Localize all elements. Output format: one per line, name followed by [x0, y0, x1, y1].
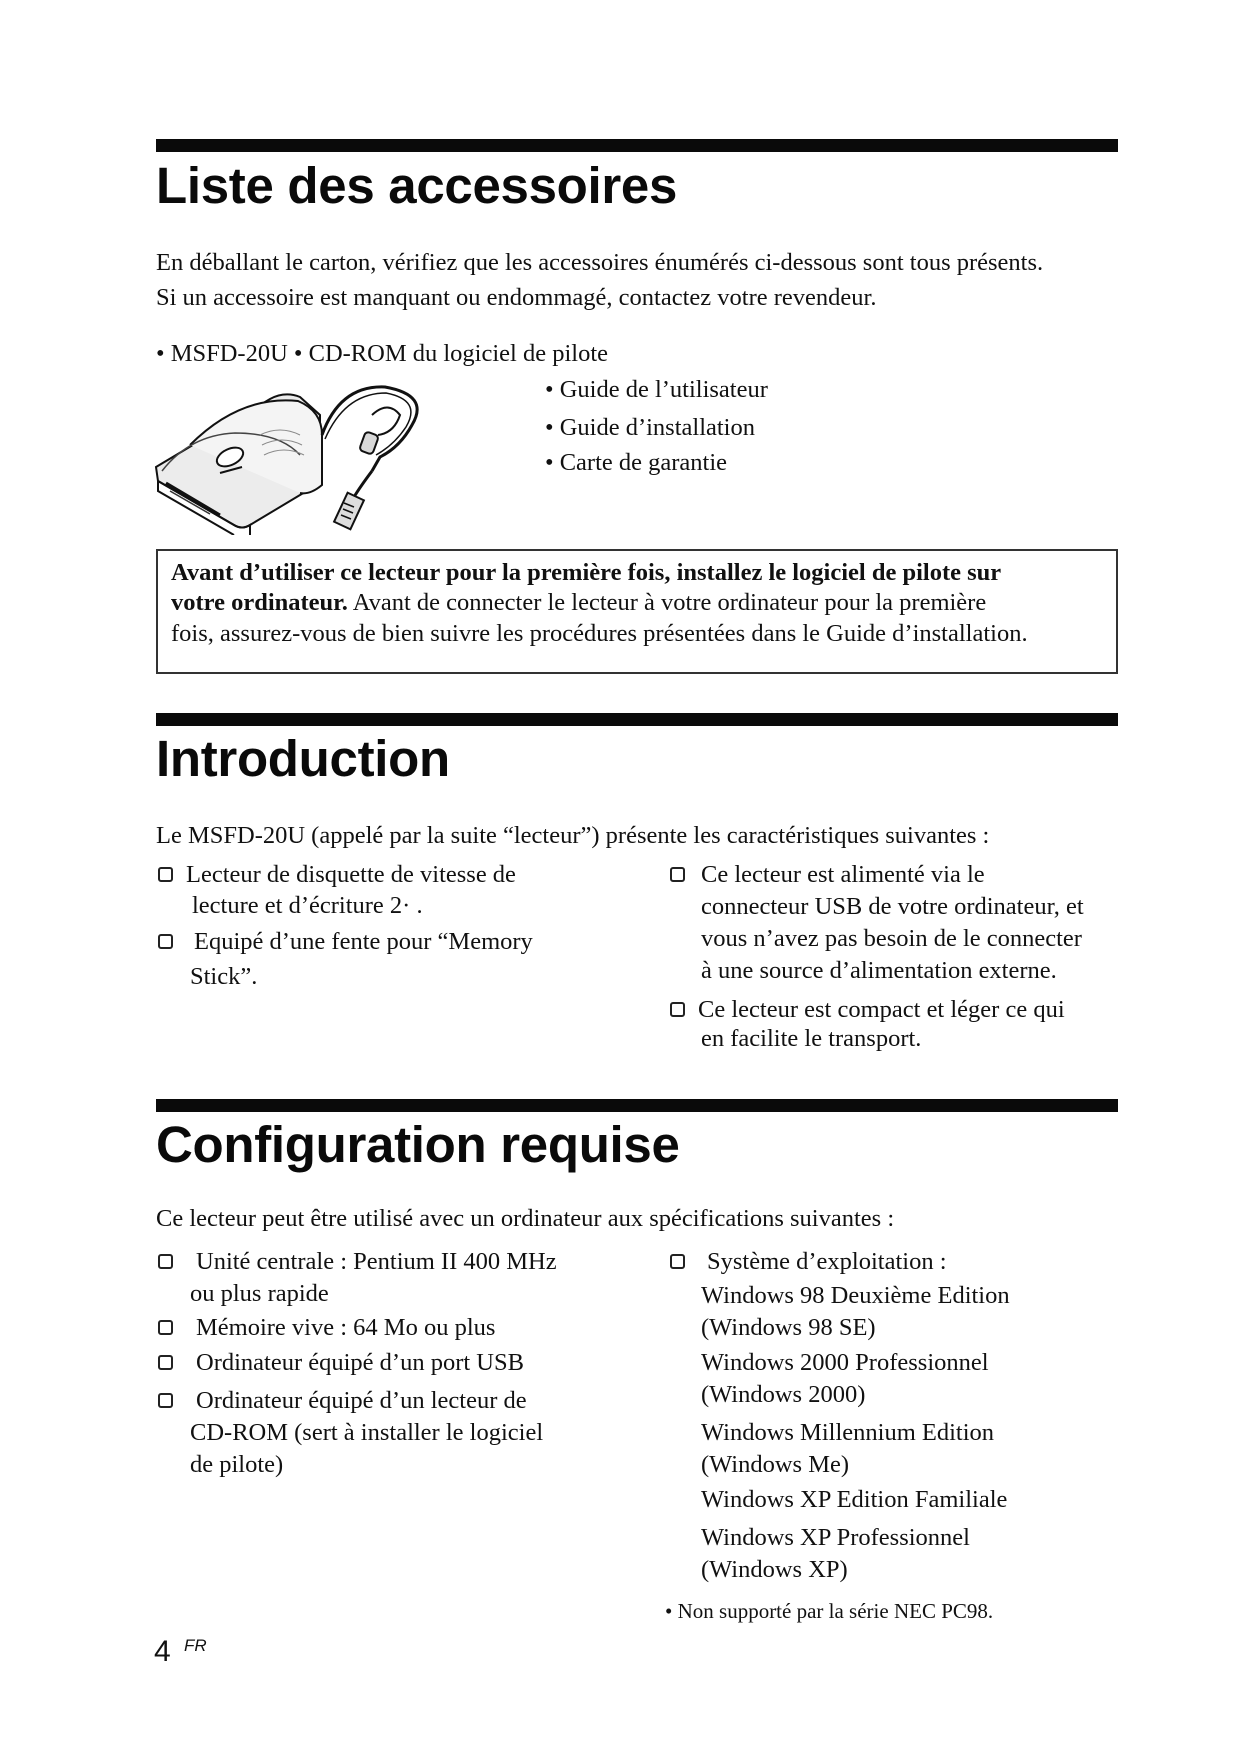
section-rule-accessories	[156, 139, 1118, 152]
page-number: 4	[154, 1635, 171, 1668]
checkbox-icon	[670, 1002, 685, 1017]
config-footnote: • Non supporté par la série NEC PC98.	[665, 1599, 994, 1623]
config-left-item1-line1: Unité centrale : Pentium II 400 MHz	[196, 1248, 557, 1275]
introduction-lead: Le MSFD-20U (appelé par la suite “lecteur”) présente les caractéristiques suivantes :	[156, 822, 990, 849]
accessory-guide-user: • Guide de l’utilisateur	[545, 376, 768, 403]
config-os-xp-pro-line1: Windows XP Professionnel	[701, 1524, 970, 1551]
config-os-me-line2: (Windows Me)	[701, 1451, 850, 1478]
intro-right-item1-line4: à une source d’alimentation externe.	[701, 957, 1057, 984]
config-os-xp-home: Windows XP Edition Familiale	[701, 1486, 1008, 1513]
config-os-2000-line1: Windows 2000 Professionnel	[701, 1349, 989, 1376]
config-left-item4-line3: de pilote)	[190, 1451, 284, 1478]
intro-right-item2-line2: en facilite le transport.	[701, 1025, 922, 1052]
accessories-intro-line1: En déballant le carton, vérifiez que les accessoires énumérés ci-dessous sont tous présents.	[156, 249, 1044, 276]
checkbox-icon	[158, 934, 173, 949]
notice-line3: fois, assurez-vous de bien suivre les procédures présentées dans le Guide d’installation.	[171, 620, 1028, 647]
checkbox-icon	[158, 1254, 173, 1269]
config-left-item3: Ordinateur équipé d’un port USB	[196, 1349, 524, 1376]
intro-right-item2-line1: Ce lecteur est compact et léger ce qui	[698, 996, 1065, 1023]
checkbox-icon	[158, 1393, 173, 1408]
config-os-98-line1: Windows 98 Deuxième Edition	[701, 1282, 1010, 1309]
intro-left-item1-line2: lecture et d’écriture 2· .	[192, 892, 423, 919]
config-os-98-line2: (Windows 98 SE)	[701, 1314, 876, 1341]
config-os-xp-pro-line2: (Windows XP)	[701, 1556, 848, 1583]
checkbox-icon	[158, 867, 173, 882]
notice-line2	[171, 588, 986, 618]
intro-right-item1-line1: Ce lecteur est alimenté via le	[701, 861, 985, 888]
heading-configuration: Configuration requise	[156, 1116, 680, 1173]
notice-bold-line1: Avant d’utiliser ce lecteur pour la première fois, installez le logiciel de pilote sur	[171, 559, 1002, 586]
intro-right-item1-line3: vous n’avez pas besoin de le connecter	[701, 925, 1082, 952]
config-os-me-line1: Windows Millennium Edition	[701, 1419, 995, 1446]
accessories-items-line1: • MSFD-20U • CD-ROM du logiciel de pilote	[156, 340, 609, 367]
section-rule-introduction	[156, 713, 1118, 726]
accessories-intro-line2: Si un accessoire est manquant ou endommagé, contactez votre revendeur.	[156, 284, 877, 311]
config-os-2000-line2: (Windows 2000)	[701, 1381, 866, 1408]
configuration-lead: Ce lecteur peut être utilisé avec un ordinateur aux spécifications suivantes :	[156, 1205, 895, 1232]
intro-left-item2-line2: Stick”.	[190, 963, 258, 990]
page-language: FR	[184, 1636, 207, 1655]
intro-right-item1-line2: connecteur USB de votre ordinateur, et	[701, 893, 1084, 920]
checkbox-icon	[158, 1320, 173, 1335]
checkbox-icon	[670, 1254, 685, 1269]
notice-bold-line2: votre ordinateur.	[171, 589, 348, 616]
config-left-item2: Mémoire vive : 64 Mo ou plus	[196, 1314, 496, 1341]
notice-line2-rest: Avant de connecter le lecteur à votre ordinateur pour la première	[347, 589, 987, 616]
config-left-item4-line1: Ordinateur équipé d’un lecteur de	[196, 1387, 527, 1414]
config-left-item1-line2: ou plus rapide	[190, 1280, 329, 1307]
intro-left-item2-line1: Equipé d’une fente pour “Memory	[194, 928, 533, 955]
section-rule-configuration	[156, 1099, 1118, 1112]
config-os-label: Système d’exploitation :	[707, 1248, 947, 1275]
accessory-warranty-card: • Carte de garantie	[545, 449, 728, 476]
accessory-guide-install: • Guide d’installation	[545, 414, 755, 441]
intro-left-item1-line1: Lecteur de disquette de vitesse de	[186, 861, 516, 888]
config-left-item4-line2: CD-ROM (sert à installer le logiciel	[190, 1419, 544, 1446]
floppy-drive-illustration	[150, 375, 450, 535]
heading-accessories: Liste des accessoires	[156, 157, 678, 214]
checkbox-icon	[158, 1355, 173, 1370]
heading-introduction: Introduction	[156, 730, 450, 787]
checkbox-icon	[670, 867, 685, 882]
